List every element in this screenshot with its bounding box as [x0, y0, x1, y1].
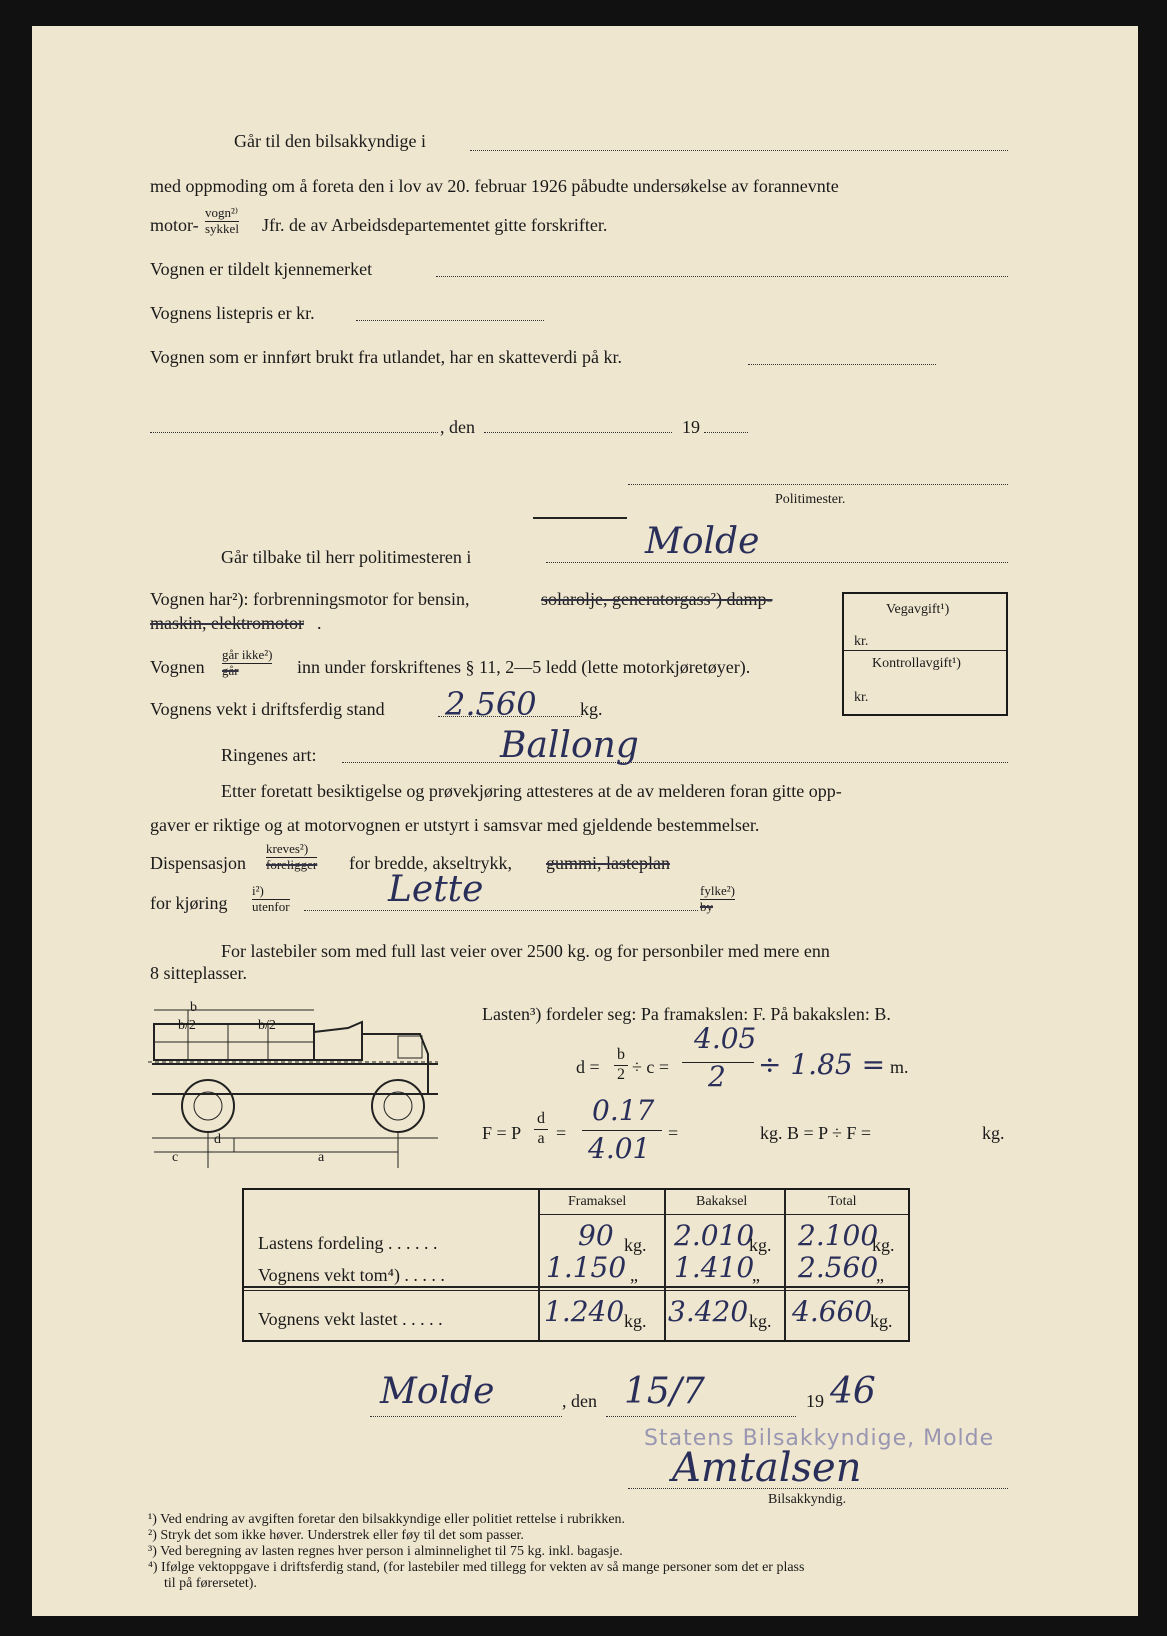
cell-tom-bak: 1.410	[674, 1251, 755, 1284]
dispensasjon-struck: gummi, lasteplan	[546, 853, 670, 873]
vegavgift-kr: kr.	[854, 634, 869, 649]
formula-kg-end: kg.	[982, 1123, 1005, 1143]
disp-top: kreves²)	[266, 841, 309, 856]
return-label: Går tilbake til herr politimesteren i	[221, 547, 472, 567]
fee-box	[842, 592, 1008, 716]
d-hw-top: 4.05	[694, 1022, 757, 1055]
politimester-signature-field[interactable]	[628, 484, 1008, 485]
diagram-label-b-half-1: b/2	[178, 1018, 196, 1033]
footnote-2: ²) Stryk det som ikke høver. Understrek eller føy til det som passer.	[148, 1528, 524, 1543]
fylke-top: fylke²)	[700, 883, 735, 898]
gar-bottom: går	[222, 663, 272, 678]
gar-suffix: inn under forskriftenes § 11, 2—5 ledd (lette motorkjøretøyer).	[297, 657, 751, 677]
bilsakkyndige-field[interactable]	[470, 150, 1008, 151]
unit-lastet-bak: kg.	[749, 1311, 772, 1331]
row-divider-2	[244, 1290, 908, 1291]
formula-d: d =	[576, 1057, 600, 1077]
signature-date-handwriting: 15/7	[624, 1371, 705, 1412]
formula-d-over-a	[534, 1110, 548, 1148]
vekt-kg: kg.	[580, 699, 603, 719]
dispensasjon-fraction	[266, 842, 317, 872]
kontrollavgift-label: Kontrollavgift¹)	[872, 656, 961, 671]
unit-tom-total: „	[876, 1265, 884, 1285]
ringer-handwriting: Ballong	[500, 725, 639, 766]
unit-tom-bak: „	[752, 1265, 760, 1285]
kontrollavgift-kr: kr.	[854, 690, 869, 705]
dispensasjon-suffix: for bredde, akseltrykk,	[349, 853, 512, 873]
formula-b: b	[617, 1046, 625, 1063]
year-field[interactable]	[704, 432, 748, 433]
header-line1: Går til den bilsakkyndige i	[234, 131, 426, 151]
cell-tom-total: 2.560	[798, 1251, 879, 1284]
col-div-2	[664, 1190, 666, 1340]
cell-last-total: 2.100	[798, 1219, 879, 1252]
listepris-label: Vognens listepris er kr.	[150, 303, 315, 323]
th-total: Total	[828, 1194, 857, 1209]
row-label-vekt-tom: Vognens vekt tom⁴) . . . . .	[258, 1265, 445, 1285]
header-line2: med oppmoding om å foreta den i lov av 20. februar 1926 påbudte undersøkelse av forannevnte	[150, 176, 839, 196]
signature-year-prefix: 19	[806, 1391, 824, 1411]
unit-tom-fram: „	[630, 1265, 638, 1285]
diagram-label-b: b	[190, 1000, 197, 1015]
place-field[interactable]	[150, 432, 438, 433]
skatteverdi-label: Vognen som er innført brukt fra utlandet, har en skatteverdi på kr.	[150, 347, 623, 367]
d-hw-rest: ÷ 1.85 =	[758, 1048, 886, 1081]
official-stamp: Statens Bilsakkyndige, Molde	[644, 1426, 995, 1451]
bilsakkyndig-label: Bilsakkyndig.	[768, 1492, 847, 1507]
year-label: 19	[682, 417, 700, 437]
formula-eq: =	[556, 1123, 567, 1143]
unit-lastet-fram: kg.	[624, 1311, 647, 1331]
F-frac-bar	[582, 1130, 662, 1131]
return-place-handwriting: Molde	[645, 521, 760, 562]
cell-last-bak: 2.010	[674, 1219, 755, 1252]
formula-kgB: kg. B = P ÷ F =	[760, 1123, 872, 1143]
fylke-bottom: by	[700, 899, 735, 914]
F-hw-top: 0.17	[592, 1094, 655, 1127]
vekt-handwriting: 2.560	[445, 685, 537, 723]
formula-b-over-2	[614, 1046, 628, 1084]
bilsakkyndig-signature-field[interactable]	[628, 1488, 1008, 1489]
diagram-label-c: c	[172, 1150, 179, 1165]
motor-prefix: motor-	[150, 215, 199, 235]
gar-fraction	[222, 648, 272, 678]
motor-frac-bottom: sykkel	[205, 221, 239, 236]
formula-m: m.	[890, 1057, 909, 1077]
lastebiler-line2: 8 sitteplasser.	[150, 963, 247, 983]
period-mark: .	[317, 613, 322, 633]
politimester-place-field[interactable]	[546, 562, 1008, 563]
unit-last-fram: kg.	[624, 1235, 647, 1255]
lastebiler-line1: For lastebiler som med full last veier over 2500 kg. og for personbiler med mere enn	[221, 941, 830, 961]
footnote-3: ³) Ved beregning av lasten regnes hver person i alminnelighet til 75 kg. inkl. bagasje.	[148, 1544, 623, 1559]
section-divider	[533, 517, 627, 519]
motor-fraction	[205, 206, 239, 236]
kjoring-label: for kjøring	[150, 893, 228, 913]
col-div-1	[538, 1190, 540, 1340]
motor-frac-top: vogn²⁾	[205, 205, 239, 220]
formula-F: F = P	[482, 1123, 522, 1143]
vognen-label: Vognen	[150, 657, 205, 677]
vognen-har-label: Vognen har²): forbrenningsmotor for bensin,	[150, 589, 470, 609]
unit-last-total: kg.	[872, 1235, 895, 1255]
unit-last-bak: kg.	[749, 1235, 772, 1255]
fee-box-divider	[844, 650, 1006, 651]
den-label: , den	[440, 417, 475, 437]
motor-suffix: Jfr. de av Arbeidsdepartementet gitte forskrifter.	[262, 215, 608, 235]
formula-a: a	[534, 1129, 548, 1148]
kjoring-field[interactable]	[304, 910, 698, 911]
skatteverdi-field[interactable]	[748, 364, 936, 365]
politimester-label: Politimester.	[775, 492, 846, 507]
th-bakaksel: Bakaksel	[696, 1194, 748, 1209]
kjoring-fraction	[252, 884, 290, 914]
ringer-field[interactable]	[342, 762, 1008, 763]
row-label-lastens-fordeling: Lastens fordeling . . . . . .	[258, 1233, 438, 1253]
vegavgift-label: Vegavgift¹)	[886, 602, 950, 617]
kjennemerke-field[interactable]	[436, 276, 1008, 277]
diagram-label-b-half-2: b/2	[258, 1018, 276, 1033]
th-framaksel: Framaksel	[568, 1194, 627, 1209]
footnote-4-continued: til på førersetet).	[164, 1576, 257, 1591]
signature-date-field[interactable]	[606, 1416, 796, 1417]
attest-line2: gaver er riktige og at motorvognen er utstyrt i samsvar med gjeldende bestemmelser.	[150, 815, 760, 835]
cell-last-fram: 90	[578, 1219, 614, 1252]
F-hw-bottom: 4.01	[588, 1132, 651, 1165]
date-field[interactable]	[484, 432, 672, 433]
disp-bottom: foreligger	[266, 857, 318, 872]
vekt-label: Vognens vekt i driftsferdig stand	[150, 699, 385, 719]
dispensasjon-label: Dispensasjon	[150, 853, 246, 873]
diagram-label-d: d	[214, 1132, 221, 1147]
footnote-1: ¹) Ved endring av avgiften foretar den bilsakkyndige eller politiet rettelse i rubrikken.	[148, 1512, 626, 1527]
struck-fuel-types: solarolje, generatorgass²) damp-	[541, 589, 773, 609]
unit-lastet-total: kg.	[870, 1311, 893, 1331]
cell-lastet-bak: 3.420	[668, 1295, 749, 1328]
header-divider	[538, 1214, 908, 1215]
cell-tom-fram: 1.150	[546, 1251, 627, 1284]
kjoring-bottom: utenfor	[252, 899, 290, 914]
formula-d-num: d	[537, 1110, 545, 1127]
signature-year-handwriting: 46	[830, 1371, 876, 1412]
listepris-field[interactable]	[356, 320, 544, 321]
formula-minus-c: ÷ c =	[632, 1057, 670, 1077]
footnote-4: ⁴) Ifølge vektoppgave i driftsferdig stand, (for lastebiler med tillegg for vekten av så mange personer som det er plass	[148, 1560, 805, 1575]
cell-lastet-fram: 1.240	[544, 1295, 625, 1328]
ringer-label: Ringenes art:	[221, 745, 317, 765]
struck-motor-types: maskin, elektromotor	[150, 613, 304, 633]
fylke-fraction	[700, 884, 735, 914]
attest-line1: Etter foretatt besiktigelse og prøvekjøring attesteres at de av melderen foran gitte opp-	[221, 781, 842, 801]
formula-eq2: =	[668, 1123, 679, 1143]
inspector-signature: Amtalsen	[672, 1445, 862, 1491]
diagram-label-a: a	[318, 1150, 325, 1165]
signature-place-handwriting: Molde	[380, 1371, 495, 1412]
signature-place-field[interactable]	[370, 1416, 562, 1417]
lasten-label: Lasten³) fordeler seg: Pa framakslen: F. På bakakslen: B.	[482, 1004, 891, 1024]
row-label-vekt-lastet: Vognens vekt lastet . . . . .	[258, 1309, 443, 1329]
kjennemerke-label: Vognen er tildelt kjennemerket	[150, 259, 373, 279]
kjoring-top: i²)	[252, 883, 264, 898]
weight-table	[242, 1188, 910, 1342]
kjoring-handwriting: Lette	[388, 869, 484, 910]
d-hw-bottom: 2	[708, 1060, 726, 1093]
col-div-3	[784, 1190, 786, 1340]
formula-two: 2	[614, 1065, 628, 1084]
cell-lastet-total: 4.660	[792, 1295, 873, 1328]
signature-den: , den	[562, 1391, 597, 1411]
gar-top: går ikke²)	[222, 647, 273, 662]
